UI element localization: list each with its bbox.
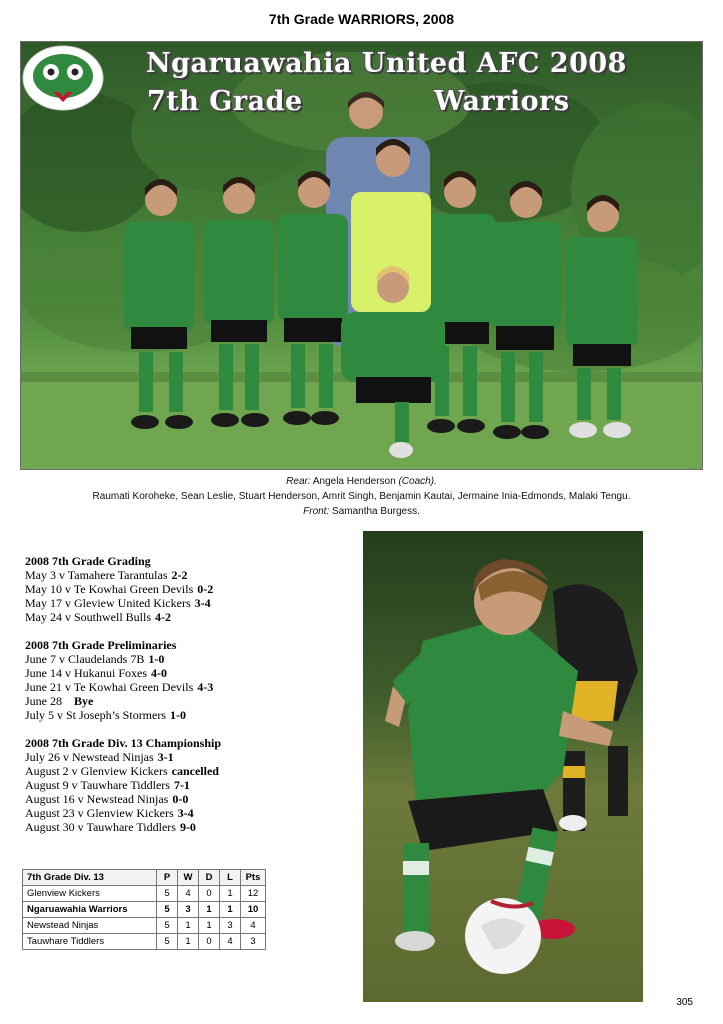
game-score: 3-1 xyxy=(157,750,174,764)
game-text: June 21 v Te Kowhai Green Devils xyxy=(25,680,194,694)
game-text: May 3 v Tamahere Tarantulas xyxy=(25,568,168,582)
action-photo-illustration xyxy=(363,531,643,1002)
game-score: 2-2 xyxy=(171,568,188,582)
front-players: Samantha Burgess. xyxy=(332,506,420,517)
photo-heading-club: Ngaruawahia United AFC 2008 xyxy=(146,48,627,79)
table-cell: 0 xyxy=(199,934,220,950)
table-cell: Newstead Ninjas xyxy=(23,918,157,934)
game-score: 0-2 xyxy=(197,582,214,596)
game-score: 0-0 xyxy=(172,792,189,806)
action-photo xyxy=(363,531,643,1002)
game-text: May 10 v Te Kowhai Green Devils xyxy=(25,582,194,596)
table-cell: 1 xyxy=(199,902,220,918)
table-cell: Ngaruawahia Warriors xyxy=(23,902,157,918)
table-cell: 4 xyxy=(220,934,241,950)
game-text: July 26 v Newstead Ninjas xyxy=(25,750,154,764)
game-row xyxy=(25,596,325,610)
table-cell: 4 xyxy=(241,918,266,934)
table-header-cell: Pts xyxy=(241,870,266,886)
coach-role: (Coach). xyxy=(398,476,437,487)
table-cell: 0 xyxy=(199,886,220,902)
club-logo xyxy=(21,42,105,114)
section-title: 2008 7th Grade Preliminaries xyxy=(25,638,177,652)
table-cell: 1 xyxy=(199,918,220,934)
table-cell: 5 xyxy=(157,902,178,918)
table-cell: Glenview Kickers xyxy=(23,886,157,902)
page-title: 7th Grade WARRIORS, 2008 xyxy=(268,11,455,27)
results-section-preliminaries xyxy=(25,638,325,722)
table-cell: 5 xyxy=(157,918,178,934)
results-list xyxy=(25,554,325,848)
table-header-cell: P xyxy=(157,870,178,886)
caption-rear-players: Raumati Koroheke, Sean Leslie, Stuart Henderson, Amrit Singh, Benjamin Kautai, Jermaine Inia-Edmonds, Malaki Tengu. xyxy=(92,491,631,502)
game-row xyxy=(25,610,325,624)
table-row xyxy=(23,886,266,902)
game-text: August 23 v Glenview Kickers xyxy=(25,806,174,820)
game-row xyxy=(25,694,325,708)
game-text: August 30 v Tauwhare Tiddlers xyxy=(25,820,176,834)
game-score: 9-0 xyxy=(179,820,196,834)
table-cell: 3 xyxy=(241,934,266,950)
game-row xyxy=(25,666,325,680)
table-header-cell: W xyxy=(178,870,199,886)
game-row xyxy=(25,708,325,722)
front-label: Front: xyxy=(303,506,330,517)
table-header-row xyxy=(23,870,266,886)
game-score: 3-4 xyxy=(194,596,211,610)
table-cell: 1 xyxy=(220,886,241,902)
game-row xyxy=(25,806,325,820)
photo-heading-team: Warriors xyxy=(434,86,570,117)
standings-table xyxy=(22,869,266,950)
table-cell: 3 xyxy=(220,918,241,934)
game-text: May 24 v Southwell Bulls xyxy=(25,610,152,624)
section-title: 2008 7th Grade Grading xyxy=(25,554,151,568)
table-cell: 1 xyxy=(178,934,199,950)
table-cell: 12 xyxy=(241,886,266,902)
game-row xyxy=(25,820,325,834)
game-score: 4-0 xyxy=(151,666,167,680)
table-row xyxy=(23,918,266,934)
table-cell: 5 xyxy=(157,886,178,902)
game-score: cancelled xyxy=(171,764,219,778)
caption-front xyxy=(0,506,723,517)
game-row xyxy=(25,680,325,694)
photo-heading-grade: 7th Grade xyxy=(147,86,303,117)
game-score: 4-3 xyxy=(197,680,214,694)
table-cell: 5 xyxy=(157,934,178,950)
game-text: June 28 xyxy=(25,694,62,708)
game-score: 3-4 xyxy=(177,806,194,820)
table-cell: 1 xyxy=(220,902,241,918)
table-cell: Tauwhare Tiddlers xyxy=(23,934,157,950)
results-section-championship xyxy=(25,736,325,834)
game-text: July 5 v St Joseph’s Stormers xyxy=(25,708,167,722)
game-score: 1-0 xyxy=(148,652,165,666)
team-photo xyxy=(20,41,703,470)
table-cell: 4 xyxy=(178,886,199,902)
table-header-cell: 7th Grade Div. 13 xyxy=(23,870,157,886)
results-section-grading xyxy=(25,554,325,624)
rear-label: Rear: xyxy=(286,476,311,487)
game-score: 7-1 xyxy=(173,778,190,792)
table-cell: 10 xyxy=(241,902,266,918)
section-title: 2008 7th Grade Div. 13 Championship xyxy=(25,736,222,750)
caption-rear-coach xyxy=(0,476,723,487)
game-text: June 14 v Hukanui Foxes xyxy=(25,666,147,680)
game-text: May 17 v Gleview United Kickers xyxy=(25,596,191,610)
game-score: 1-0 xyxy=(170,708,187,722)
game-text: August 9 v Tauwhare Tiddlers xyxy=(25,778,170,792)
table-cell: 1 xyxy=(178,918,199,934)
table-cell: 3 xyxy=(178,902,199,918)
game-text: August 2 v Glenview Kickers xyxy=(25,764,168,778)
game-text: June 7 v Claudelands 7B xyxy=(25,652,145,666)
game-text: August 16 v Newstead Ninjas xyxy=(25,792,169,806)
game-row xyxy=(25,792,325,806)
table-header-cell: L xyxy=(220,870,241,886)
coach-name: Angela Henderson xyxy=(312,476,396,487)
game-score: Bye xyxy=(74,694,94,708)
table-row xyxy=(23,934,266,950)
game-row xyxy=(25,568,325,582)
table-header-cell: D xyxy=(199,870,220,886)
game-score: 4-2 xyxy=(155,610,172,624)
team-photo-illustration xyxy=(21,42,703,470)
table-row-highlight xyxy=(23,902,266,918)
game-row xyxy=(25,582,325,596)
game-row xyxy=(25,652,325,666)
page-number: 305 xyxy=(676,997,693,1008)
game-row xyxy=(25,778,325,792)
game-row xyxy=(25,764,325,778)
game-row xyxy=(25,750,325,764)
